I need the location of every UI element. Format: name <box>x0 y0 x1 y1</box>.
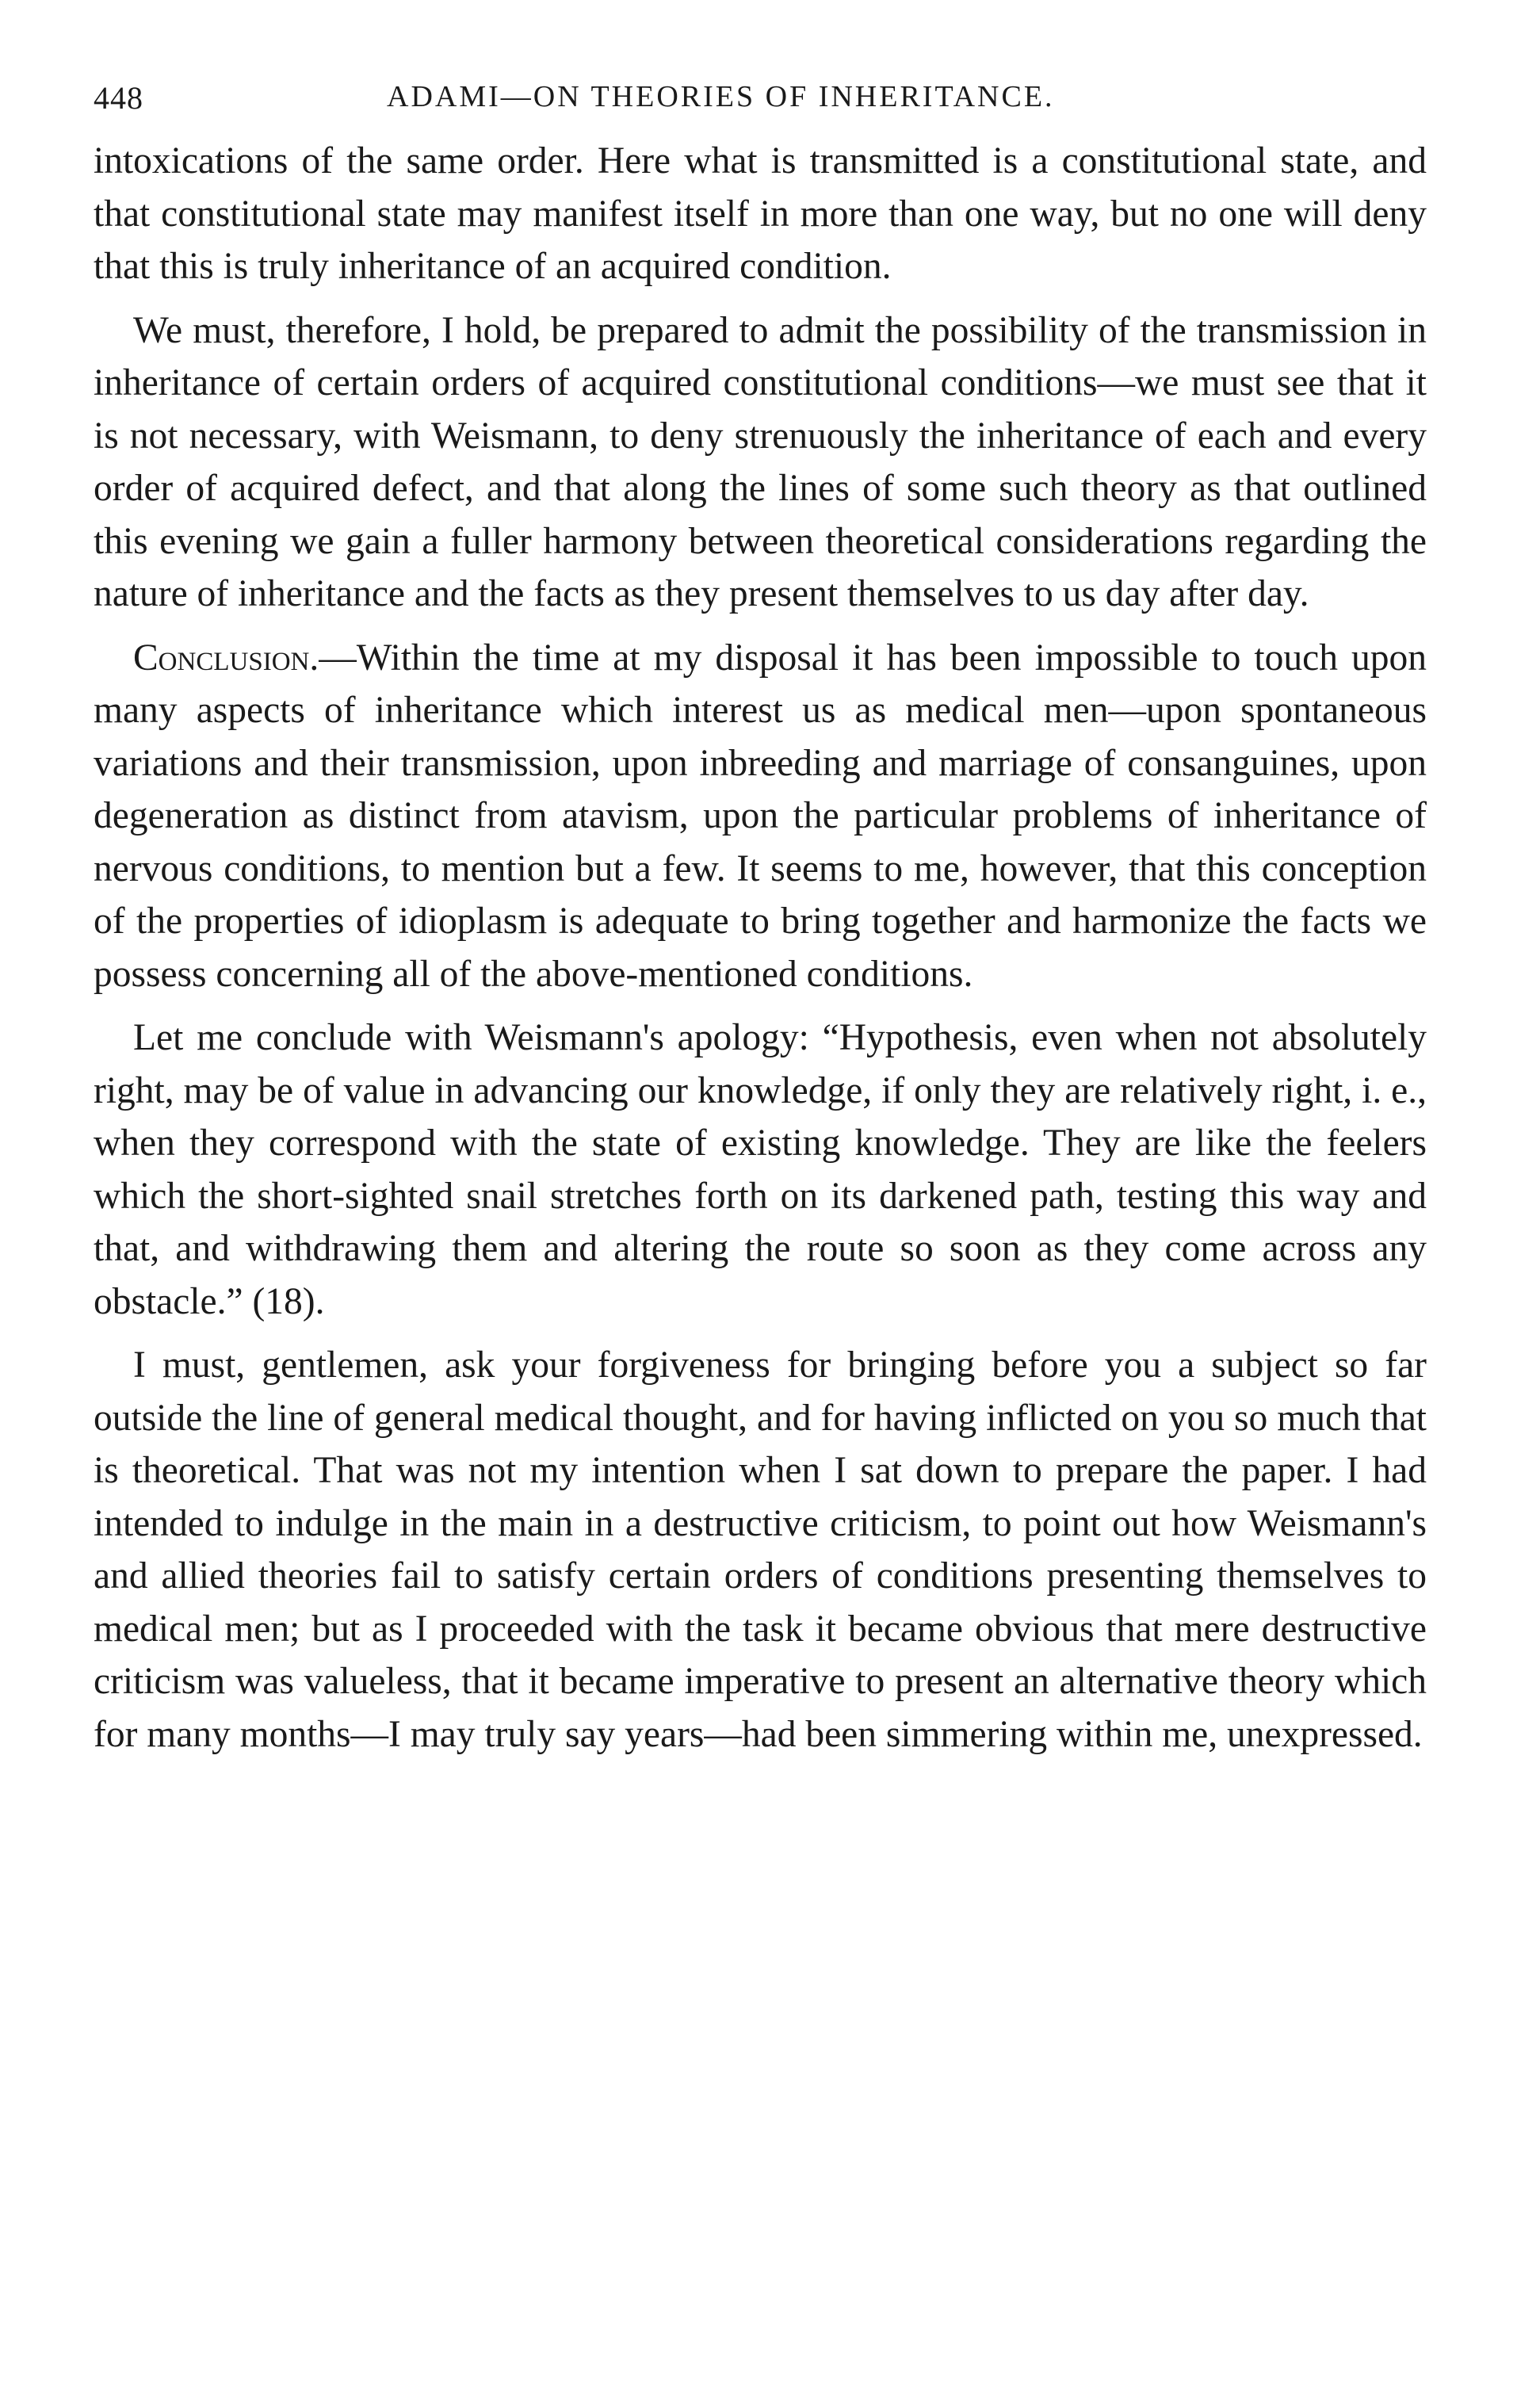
paragraph-weismann-apology <box>94 1012 1427 1328</box>
section-label-conclusion: Conclusion. <box>133 637 319 679</box>
paragraph-conclusion <box>94 632 1427 1001</box>
paragraph-text: I must, gentlemen, ask your forgiveness for bringing before you a subject so far outside the line of general medical thought, and for having inflicted on you so much that is theoretical. That was not my intention when I sat down to prepare the paper. I had intended to indulge in the main in a destructive criticism, to point out how Weismann's and allied theories fail to satisfy certain orders of conditions presenting themselves to medical men; but as I proceeded with the task it became obvious that mere destructive criticism was valueless, that it became imperative to present an alternative theory which for many months—I may truly say years—had been simmering within me, unexpressed. <box>94 1344 1427 1755</box>
document-page <box>94 79 1427 1772</box>
running-header <box>94 79 1427 135</box>
page-number: 448 <box>94 80 143 116</box>
paragraph-text: We must, therefore, I hold, be prepared to admit the possibility of the transmission in inheritance of certain orders of acquired constitutional conditions—we must see that it is not necessary, with Weismann, to deny strenuously the inheritance of each and every order of acquired defect, and that along the lines of some such theory as that outlined this evening we gain a fuller harmony between theoretical considerations regarding the nature of inheritance and the facts as they present themselves to us day after day. <box>94 309 1427 614</box>
paragraph-text: —Within the time at my disposal it has been impossible to touch upon many aspects of inheritance which interest us as medical men—upon spontaneous variations and their transmission, upon inbreeding and marriage of consanguines, upon degeneration as distinct from atavism, upon the particular problems of inheritance of nervous conditions, to mention but a few. It seems to me, however, that this conception of the properties of idioplasm is adequate to bring together and harmonize the facts we possess concerning all of the above-mentioned conditions. <box>94 637 1427 995</box>
paragraph-text: Let me conclude with Weismann's apology: “Hypothesis, even when not absolutely right, may be of value in advancing our knowledge, if only they are relatively right, i. e., when they correspond with the state of existing knowledge. They are like the feelers which the short-sighted snail stretches forth on its darkened path, testing this way and that, and withdrawing them and altering the route so soon as they come across any obstacle.” (18). <box>94 1017 1427 1322</box>
running-title: ADAMI—ON THEORIES OF INHERITANCE. <box>387 80 1055 113</box>
paragraph-transmission <box>94 304 1427 621</box>
paragraph-closing <box>94 1339 1427 1761</box>
paragraph-continuation <box>94 135 1427 293</box>
paragraph-text: intoxications of the same order. Here what is transmitted is a constitutional state, and that constitutional state may manifest itself in more than one way, but no one will deny that this is truly inheritance of an acquired condition. <box>94 140 1427 287</box>
